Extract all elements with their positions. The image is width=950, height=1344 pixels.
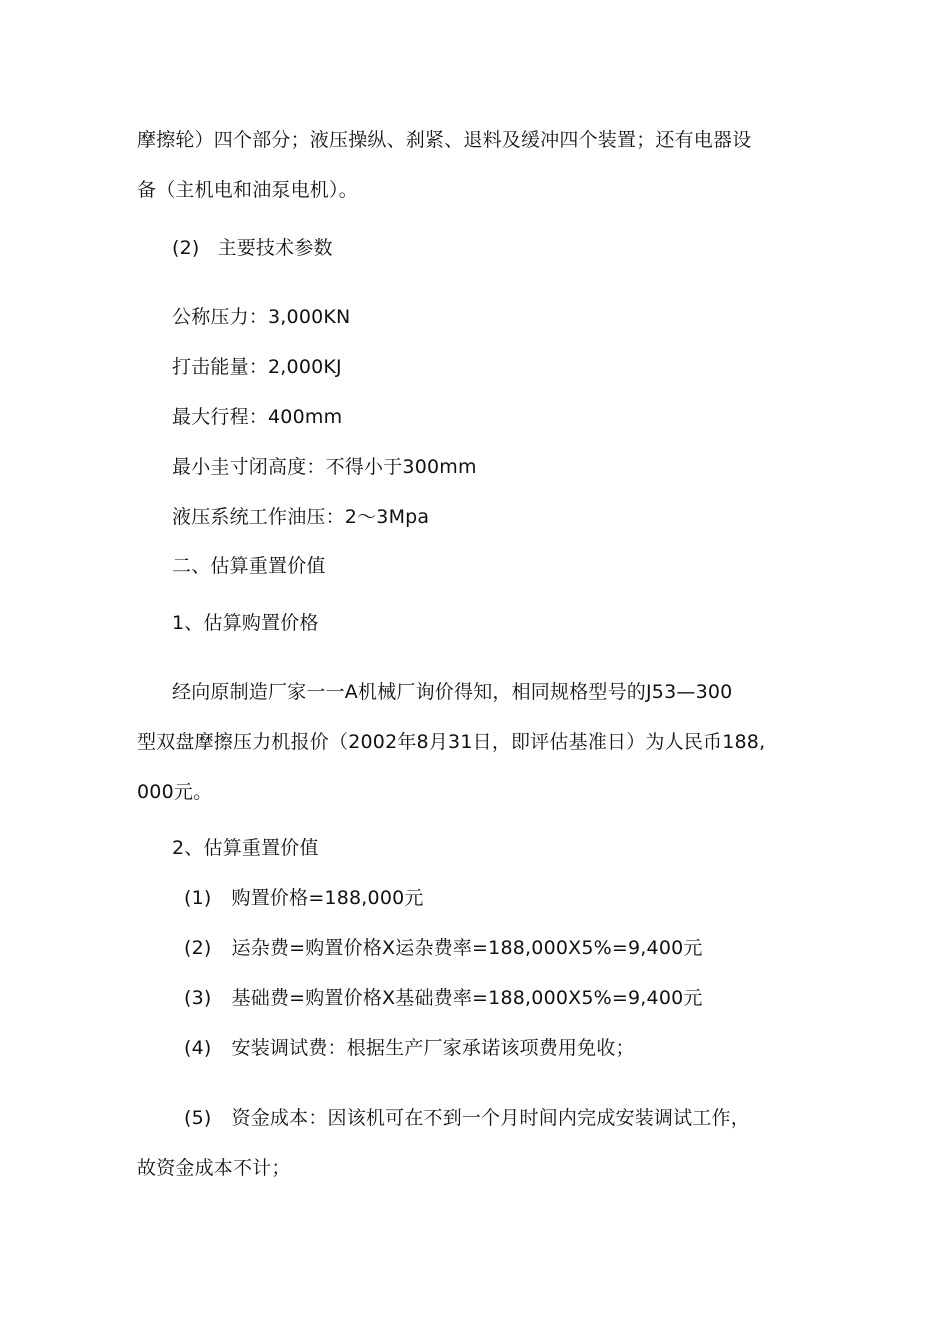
param-hydraulic-pressure: 液压系统工作油压：2〜3Mpa [172,506,430,528]
list-item-number: (3) [184,987,212,1009]
list-item-number: (5) [184,1107,212,1129]
list-item [184,886,424,910]
list-item [184,1106,750,1130]
list-item-number: (4) [184,1037,212,1059]
list-item-number: (1) [184,887,212,909]
section-params-number: (2) [172,237,200,259]
list-item-text: 基础费=购置价格X基础费率=188,000X5%=9,400元 [231,987,703,1009]
paragraph-price-line-3: 000元。 [137,781,213,803]
list-item-number: (2) [184,937,212,959]
list-item-text: 购置价格=188,000元 [231,887,424,909]
section-params-heading [172,236,333,260]
heading-estimate-replacement-value: 2、估算重置价值 [172,837,319,859]
list-item-text: 资金成本：因该机可在不到一个月时间内完成安装调试工作， [231,1107,750,1129]
list-item [184,1036,635,1060]
heading-estimate-replacement: 二、估算重置价值 [172,555,326,577]
list-item-text: 安装调试费：根据生产厂家承诺该项费用免收； [231,1037,635,1059]
param-min-closed-height: 最小圭寸闭高度：不得小于300mm [172,456,477,478]
section-params-title: 主要技术参数 [217,237,333,259]
list-item-continuation: 故资金成本不计； [137,1157,291,1179]
list-item-text: 运杂费=购置价格X运杂费率=188,000X5%=9,400元 [231,937,703,959]
list-item [184,986,703,1010]
paragraph-intro-line-2: 备（主机电和油泵电机）。 [137,179,358,201]
list-item [184,936,703,960]
heading-estimate-purchase-price: 1、估算购置价格 [172,612,319,634]
paragraph-price-line-1: 经向原制造厂家一一A机械厂询价得知，相同规格型号的J53—300 [172,681,733,703]
param-impact-energy: 打击能量：2,000KJ [172,356,342,378]
paragraph-intro-line-1: 摩擦轮）四个部分；液压操纵、刹紧、退料及缓冲四个装置；还有电器设 [137,129,752,151]
param-max-stroke: 最大行程：400mm [172,406,343,428]
param-nominal-pressure: 公称压力：3,000KN [172,306,351,328]
paragraph-price-line-2: 型双盘摩擦压力机报价（2002年8月31日，即评估基准日）为人民币188, [137,731,766,753]
